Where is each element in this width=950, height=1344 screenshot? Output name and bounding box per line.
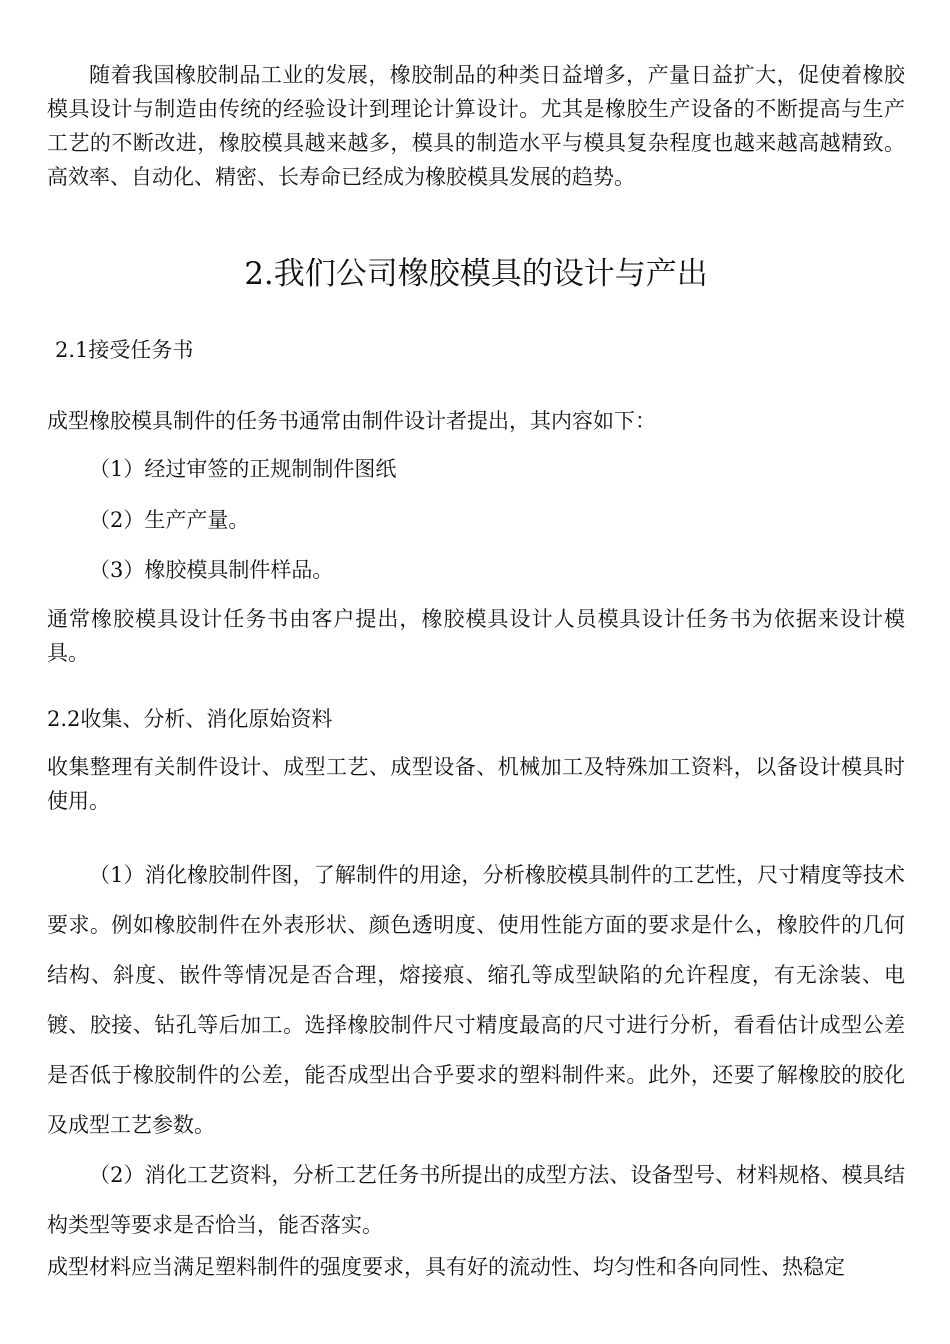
list-item: （1）经过审签的正规制制件图纸 — [89, 457, 397, 481]
section-2-2-lead: 收集整理有关制件设计、成型工艺、成型设备、机械加工及特殊加工资料，以备设计模具时使用。 — [47, 755, 905, 813]
list-item: （2）生产产量。 — [89, 508, 250, 532]
intro-paragraph: 随着我国橡胶制品工业的发展，橡胶制品的种类日益增多，产量日益扩大，促使着橡胶模具设计与制造由传统的经验设计到理论计算设计。尤其是橡胶生产设备的不断提高与生产工艺的不断改进，橡胶模具越来越多，模具的制造水平与模具复杂程度也越来越高越精致。高效率、自动化、精密、长寿命已经成为橡胶模具发展的趋势。 — [47, 63, 905, 189]
section-2-2-paragraph-2: （2）消化工艺资料，分析工艺任务书所提出的成型方法、设备型号、材料规格、模具结构类型等要求是否恰当，能否落实。 — [47, 1163, 905, 1237]
section-2-2-paragraph-1: （1）消化橡胶制件图，了解制件的用途，分析橡胶模具制件的工艺性，尺寸精度等技术要求。例如橡胶制件在外表形状、颜色透明度、使用性能方面的要求是什么，橡胶件的几何结构、斜度、嵌件等情况是否合理，熔接痕、缩孔等成型缺陷的允许程度，有无涂装、电镀、胶接、钻孔等后加工。选择橡胶制件尺寸精度最高的尺寸进行分析，看看估计成型公差是否低于橡胶制件的公差，能否成型出合乎要求的塑料制件来。此外，还要了解橡胶的胶化及成型工艺参数。 — [47, 863, 905, 1137]
list-item: （3）橡胶模具制件样品。 — [89, 558, 334, 582]
section-2-2-paragraph-3: 成型材料应当满足塑料制件的强度要求，具有好的流动性、均匀性和各向同性、热稳定 — [47, 1255, 845, 1279]
section-2-2-heading: 2.2收集、分析、消化原始资料 — [47, 707, 333, 731]
section-2-1-lead: 成型橡胶模具制件的任务书通常由制件设计者提出，其内容如下： — [47, 409, 656, 433]
section-2-1-closing: 通常橡胶模具设计任务书由客户提出，橡胶模具设计人员模具设计任务书为依据来设计模具。 — [47, 607, 905, 665]
section-2-heading: 2.我们公司橡胶模具的设计与产出 — [244, 256, 708, 292]
section-2-1-heading: 2.1接受任务书 — [55, 338, 194, 362]
